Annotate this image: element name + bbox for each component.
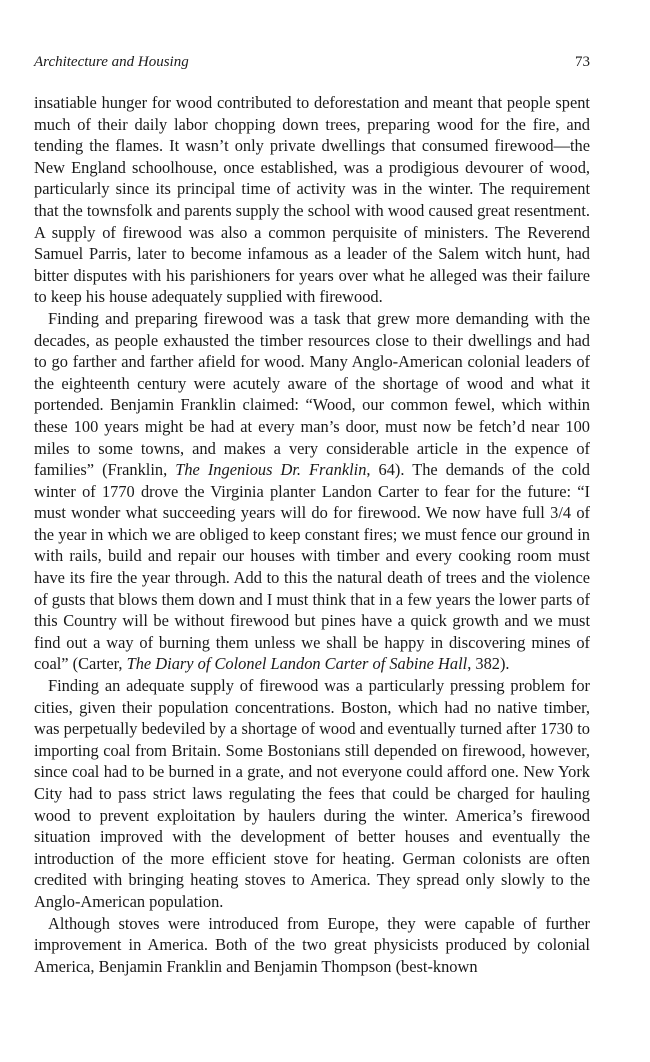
- italic-citation: The Diary of Colonel Landon Carter of Sabine Hall: [126, 654, 468, 674]
- italic-citation: The Ingenious Dr. Franklin: [175, 460, 367, 480]
- page-number: 73: [575, 54, 590, 70]
- paragraph-text: Finding an adequate supply of firewood was a particularly pressing problem for cities, given their population concentrations. Boston, which had no native timber, was perpetually bedeviled by a shortage of wood and eventually turned after 1730 to importing coal from Britain. Some Bostonians still depended on firewood, however, since coal had to be burned in a grate, and not everyone could afford one. New York City had to pass strict laws regulating the fees that could be charged for hauling wood to prevent exploitation by haulers during the winter. America’s firewood situation improved with the development of better houses and eventually the introduction of the more efficient stove for heating. German colonists are often credited with bringing heating stoves to America. They spread only slowly to the Anglo-American population.: [34, 676, 590, 911]
- paragraph-text: Although stoves were introduced from Europe, they were capable of further improvement in America. Both of the two great physicists produced by colonial America, Benjamin Franklin and Benjamin Thompson (best-known: [34, 913, 590, 976]
- paragraph-text: , 382).: [467, 654, 510, 674]
- running-head-section-title: Architecture and Housing: [34, 54, 189, 70]
- paragraph-text: , 64). The demands of the cold winter of 1770 drove the Virginia planter Landon Carter to fear for the future: “I must wonder what succeeding years will do for firewood. We now have full 3/4 of the year in which we are obliged to keep constant fires; we must fence our ground in with rails, build and repair our houses with timber and every cooking room must have its fire the year through. Add to this the natural death of trees and the violence of gusts that blows them down and I must think that in a few years the lower parts of this Country will be without firewood but pines have a quick growth and we must find out a way of burning them unless we shall be happy in discovering mines of coal” (Carter,: [34, 460, 590, 674]
- paragraph: [34, 675, 590, 913]
- running-head: [34, 54, 590, 76]
- paragraph: [34, 308, 590, 675]
- paragraph: [34, 92, 590, 308]
- paragraph: [34, 913, 590, 978]
- book-page: [34, 0, 590, 1062]
- paragraph-text: Finding and preparing firewood was a task that grew more demanding with the decades, as people exhausted the timber resources close to their dwellings and had to go farther and farther afield for wood. Many Anglo-American colonial leaders of the eighteenth century were acutely aware of the shortage of wood and what it portended. Benjamin Franklin claimed: “Wood, our common fewel, which within these 100 years might be had at every man’s door, must now be fetch’d near 100 miles to some towns, and makes a very considerable article in the expence of families” (Franklin,: [34, 308, 590, 480]
- paragraph-text: insatiable hunger for wood contributed to deforestation and meant that people spent much of their daily labor chopping down trees, preparing wood for the fire, and tending the flames. It wasn’t only private dwellings that consumed firewood—the New England schoolhouse, once established, was a prodigious devourer of wood, particularly since its principal time of activity was in the winter. The requirement that the townsfolk and parents supply the school with wood caused great resentment. A supply of firewood was also a common perquisite of ministers. The Reverend Samuel Parris, later to become infamous as a leader of the Salem witch hunt, had bitter disputes with his parishioners for years over what he alleged was their failure to keep his house adequately supplied with firewood.: [34, 93, 590, 307]
- body-text: [34, 92, 590, 977]
